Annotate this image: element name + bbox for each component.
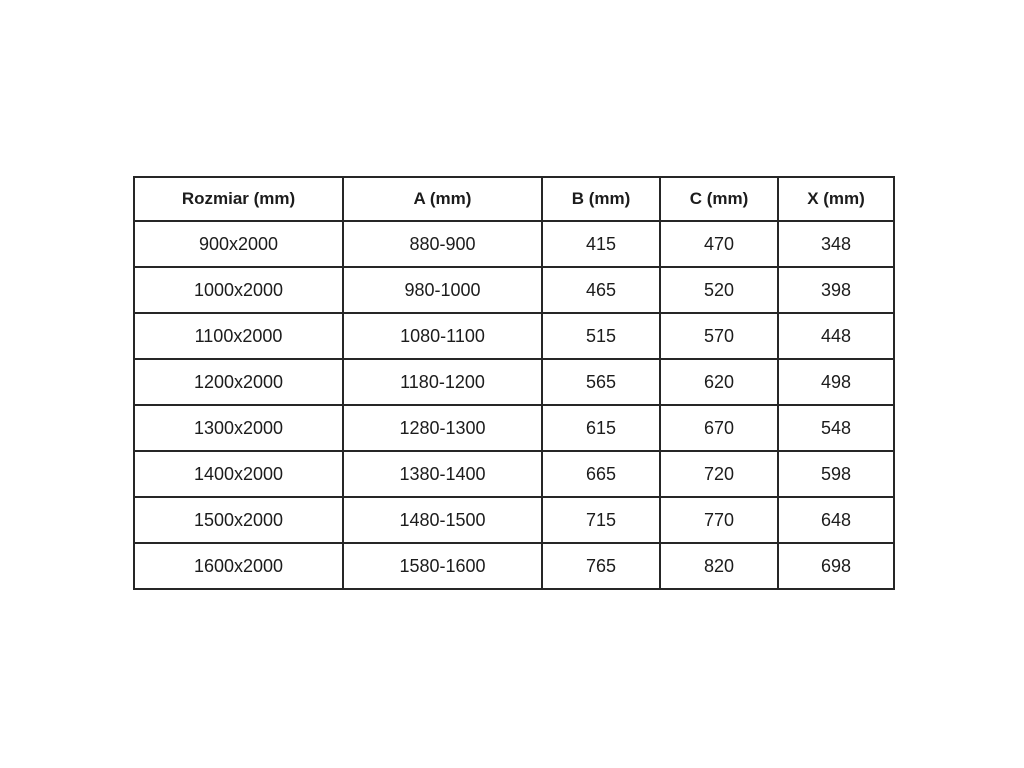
table-cell: 1380-1400 bbox=[343, 451, 542, 497]
table-row bbox=[134, 267, 894, 313]
header-cell: A (mm) bbox=[343, 177, 542, 221]
table-cell: 720 bbox=[660, 451, 778, 497]
table-cell: 620 bbox=[660, 359, 778, 405]
table-cell: 880-900 bbox=[343, 221, 542, 267]
header-cell: Rozmiar (mm) bbox=[134, 177, 343, 221]
table-cell: 820 bbox=[660, 543, 778, 589]
size-table-container bbox=[133, 176, 893, 590]
table-cell: 1100x2000 bbox=[134, 313, 343, 359]
table-cell: 570 bbox=[660, 313, 778, 359]
table-cell: 665 bbox=[542, 451, 660, 497]
table-cell: 1080-1100 bbox=[343, 313, 542, 359]
table-cell: 1280-1300 bbox=[343, 405, 542, 451]
table-cell: 715 bbox=[542, 497, 660, 543]
header-cell: B (mm) bbox=[542, 177, 660, 221]
table-cell: 520 bbox=[660, 267, 778, 313]
table-cell: 598 bbox=[778, 451, 894, 497]
table-cell: 1200x2000 bbox=[134, 359, 343, 405]
table-row bbox=[134, 313, 894, 359]
table-row bbox=[134, 543, 894, 589]
header-cell: X (mm) bbox=[778, 177, 894, 221]
header-cell: C (mm) bbox=[660, 177, 778, 221]
header-row bbox=[134, 177, 894, 221]
table-cell: 698 bbox=[778, 543, 894, 589]
table-cell: 1000x2000 bbox=[134, 267, 343, 313]
table-cell: 565 bbox=[542, 359, 660, 405]
table-cell: 515 bbox=[542, 313, 660, 359]
table-cell: 348 bbox=[778, 221, 894, 267]
table-cell: 465 bbox=[542, 267, 660, 313]
table-cell: 1580-1600 bbox=[343, 543, 542, 589]
table-cell: 1400x2000 bbox=[134, 451, 343, 497]
table-cell: 1300x2000 bbox=[134, 405, 343, 451]
table-row bbox=[134, 221, 894, 267]
table-cell: 980-1000 bbox=[343, 267, 542, 313]
table-row bbox=[134, 497, 894, 543]
table-cell: 548 bbox=[778, 405, 894, 451]
table-cell: 670 bbox=[660, 405, 778, 451]
table-row bbox=[134, 405, 894, 451]
table-cell: 1600x2000 bbox=[134, 543, 343, 589]
table-cell: 448 bbox=[778, 313, 894, 359]
table-cell: 765 bbox=[542, 543, 660, 589]
table-cell: 648 bbox=[778, 497, 894, 543]
table-cell: 398 bbox=[778, 267, 894, 313]
size-spec-table bbox=[133, 176, 895, 590]
table-cell: 1180-1200 bbox=[343, 359, 542, 405]
table-cell: 470 bbox=[660, 221, 778, 267]
table-row bbox=[134, 359, 894, 405]
table-cell: 415 bbox=[542, 221, 660, 267]
table-body bbox=[134, 221, 894, 589]
table-cell: 1480-1500 bbox=[343, 497, 542, 543]
table-cell: 1500x2000 bbox=[134, 497, 343, 543]
table-cell: 770 bbox=[660, 497, 778, 543]
table-cell: 900x2000 bbox=[134, 221, 343, 267]
table-row bbox=[134, 451, 894, 497]
table-cell: 498 bbox=[778, 359, 894, 405]
table-cell: 615 bbox=[542, 405, 660, 451]
